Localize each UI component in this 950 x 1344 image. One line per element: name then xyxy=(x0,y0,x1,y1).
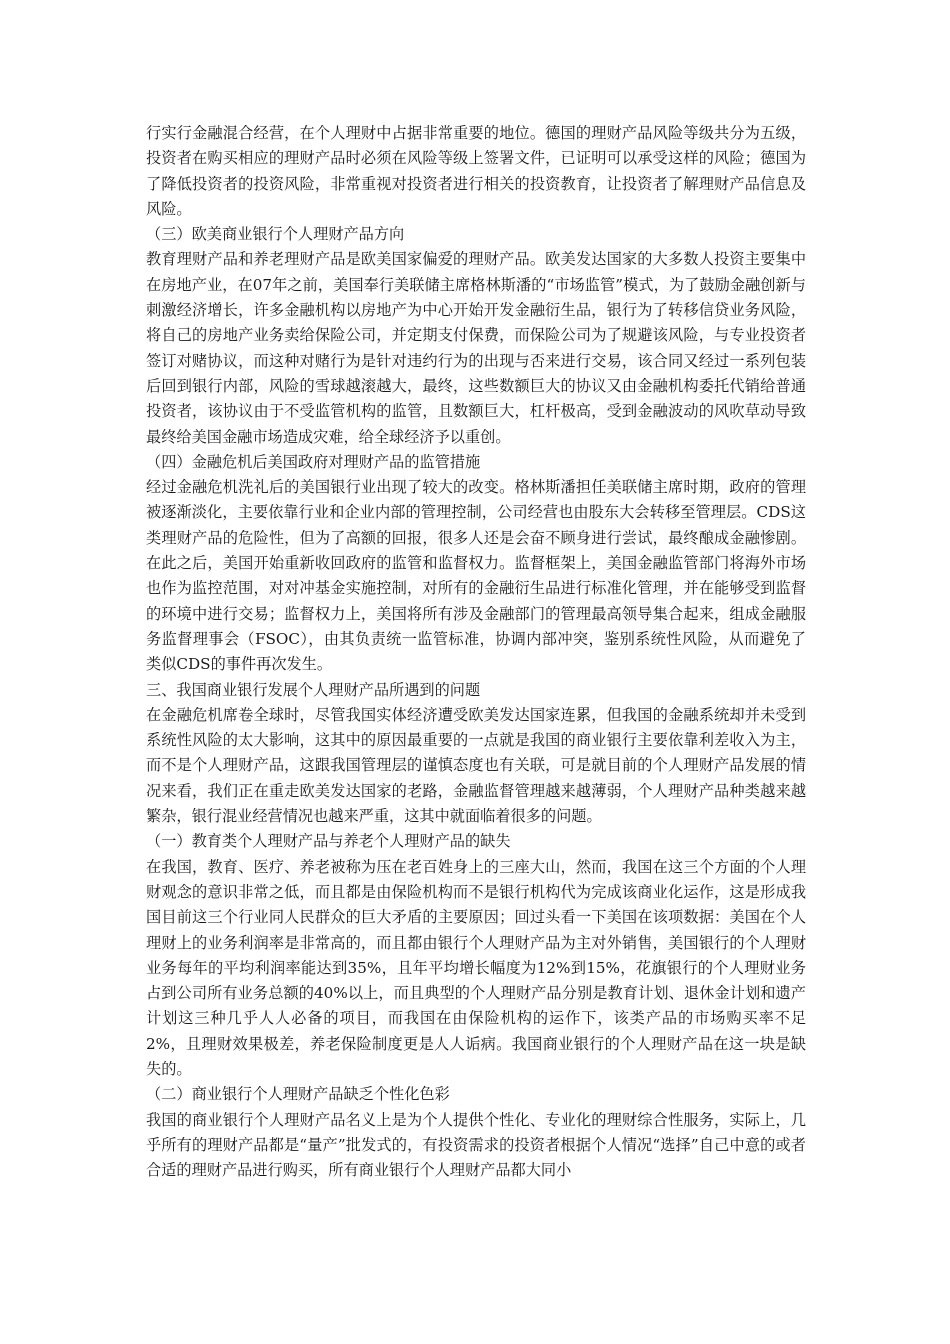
paragraph-china-problems: 在金融危机席卷全球时，尽管我国实体经济遭受欧美发达国家连累，但我国的金融系统却并未受到系统性风险的太大影响，这其中的原因最重要的一点就是我国的商业银行主要依靠利差收入为主，而不是个人理财产品，这跟我国管理层的谨慎态度也有关联，可是就目前的个人理财产品发展的情况来看，我们正在重走欧美发达国家的老路，金融监督管理越来越薄弱，个人理财产品种类越来越繁杂，银行混业经营情况也越来严重，这其中就面临着很多的问题。 xyxy=(146,705,806,826)
chapter-heading-3: 三、我国商业银行发展个人理财产品所遇到的问题 xyxy=(146,680,481,699)
section-heading-4: （四）金融危机后美国政府对理财产品的监管措施 xyxy=(146,452,481,471)
paragraph-germany-risk: 行实行金融混合经营，在个人理财中占据非常重要的地位。德国的理财产品风险等级共分为五级，投资者在购买相应的理财产品时必须在风险等级上签署文件，已证明可以承受这样的风险；德国为了降低投资者的投资风险，非常重视对投资者进行相关的投资教育，让投资者了解理财产品信息及风险。 xyxy=(146,124,806,218)
paragraph-personalization: 我国的商业银行个人理财产品名义上是为个人提供个性化、专业化的理财综合性服务，实际上，几乎所有的理财产品都是“量产”批发式的，有投资需求的投资者根据个人情况“选择”自己中意的或者合适的理财产品进行购买，所有商业银行个人理财产品都大同小 xyxy=(146,1110,806,1180)
section-heading-3: （三）欧美商业银行个人理财产品方向 xyxy=(146,225,405,244)
subsection-heading-1: （一）教育类个人理财产品与养老个人理财产品的缺失 xyxy=(146,832,511,851)
paragraph-us-regulation: 经过金融危机洗礼后的美国银行业出现了较大的改变。格林斯潘担任美联储主席时期，政府的管理被逐渐淡化，主要依靠行业和企业内部的管理控制，公司经营也由股东大会转移至管理层。CDS这类理财产品的危险性，但为了高额的回报，很多人还是会奋不顾身进行尝试，最终酿成金融惨剧。在此之后，美国开始重新收回政府的监管和监督权力。监督框架上，美国金融监管部门将海外市场也作为监控范围，对对冲基金实施控制，对所有的金融衍生品进行标准化管理，并在能够受到监督的环境中进行交易；监督权力上，美国将所有涉及金融部门的管理最高领导集合起来，组成金融服务监督理事会（FSOC），由其负责统一监管标准，协调内部冲突，鉴别系统性风险，从而避免了类似CDS的事件再次发生。 xyxy=(146,478,806,674)
paragraph-education-pension: 在我国，教育、医疗、养老被称为压在老百姓身上的三座大山，然而，我国在这三个方面的个人理财观念的意识非常之低，而且都是由保险机构而不是银行机构代为完成该商业化运作，这是形成我国目前这三个行业同人民群众的巨大矛盾的主要原因；回过头看一下美国在该项数据：美国在个人理财上的业务利润率是非常高的，而且都由银行个人理财产品为主对外销售，美国银行的个人理财业务每年的平均利润率能达到35%，且年平均增长幅度为12%到15%，花旗银行的个人理财业务占到公司所有业务总额的40%以上，而且典型的个人理财产品分别是教育计划、退休金计划和遗产计划这三种几乎人人必备的项目，而我国在由保险机构的运作下，该类产品的市场购买率不足2%，且理财效果极差，养老保险制度更是人人诟病。我国商业银行的个人理财产品在这一块是缺失的。 xyxy=(146,857,806,1078)
paragraph-western-products: 教育理财产品和养老理财产品是欧美国家偏爱的理财产品。欧美发达国家的大多数人投资主要集中在房地产业，在07年之前，美国奉行美联储主席格林斯潘的“市场监管”模式，为了鼓励金融创新与刺激经济增长，许多金融机构以房地产为中心开始开发金融衍生品，银行为了转移信贷业务风险，将自己的房地产业务卖给保险公司，并定期支付保费，而保险公司为了规避该风险，与专业投资者签订对赌协议，而这种对赌行为是针对违约行为的出现与否来进行交易，该合同又经过一系列包装后回到银行内部，风险的雪球越滚越大，最终，这些数额巨大的协议又由金融机构委托代销给普通投资者，该协议由于不受监管机构的监管，且数额巨大，杠杆极高，受到金融波动的风吹草动导致最终给美国金融市场造成灾难，给全球经济予以重创。 xyxy=(146,250,806,446)
subsection-heading-2: （二）商业银行个人理财产品缺乏个性化色彩 xyxy=(146,1085,450,1104)
document-page xyxy=(146,121,806,1183)
